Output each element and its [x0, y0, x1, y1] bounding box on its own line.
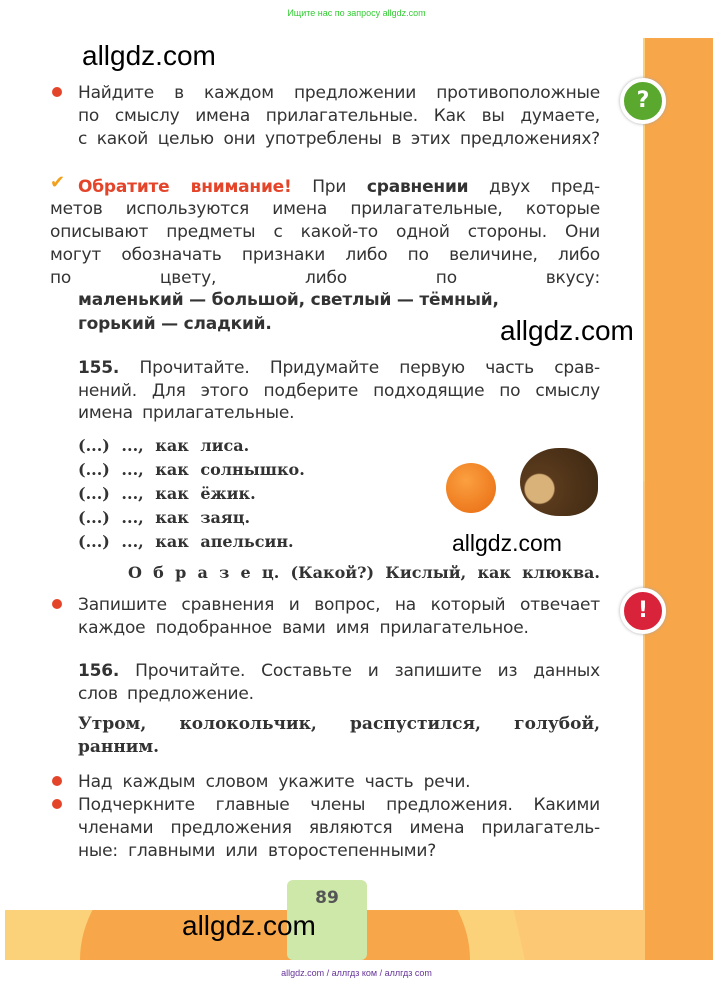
text-line: по смыслу имена прилагательные. Как вы думаете, [78, 106, 600, 126]
text-line: ные: главными или второстепенными? [78, 841, 437, 861]
watermark: allgdz.com [82, 40, 216, 71]
exercise-155-line: нений. Для этого подберите подходящие по смыслу [78, 381, 600, 401]
bullet-icon [52, 87, 62, 97]
exercise-156-line: слов предложение. [78, 684, 254, 704]
text-line: Запишите сравнения и вопрос, на который отвечает [78, 595, 600, 615]
text-line: с какой целью они употреблены в этих предложениях? [78, 129, 600, 149]
example-line: маленький — большой, светлый — тёмный, [78, 290, 499, 310]
bottom-banner: allgdz.com / аллгдз ком / аллгдз com [281, 968, 432, 978]
bullet-icon [52, 799, 62, 809]
text-line: Подчеркните главные члены предложения. Какими [78, 795, 600, 815]
comparison-item: (...) ..., как лиса. [78, 436, 250, 455]
words-line: Утром, колокольчик, распустился, голубой, [78, 714, 600, 734]
check-icon: ✔ [50, 172, 66, 193]
words-line: ранним. [78, 737, 160, 757]
note-line: по цвету, либо по вкусу: [50, 268, 600, 288]
watermark: allgdz.com [452, 530, 562, 556]
comparison-item: (...) ..., как ёжик. [78, 484, 256, 503]
question-icon: ? [620, 78, 666, 124]
note-line: Обратите внимание! При сравнении двух пред- [78, 177, 600, 197]
comparison-item: (...) ..., как апельсин. [78, 532, 294, 551]
example-line: горький — сладкий. [78, 314, 272, 334]
note-line: могут обозначать признаки либо по величине, либо [50, 245, 600, 265]
page-number: 89 [287, 880, 367, 960]
exercise-155-line: 155. Прочитайте. Придумайте первую часть срав- [78, 358, 600, 378]
attention-icon: ! [620, 588, 666, 634]
text-line: Найдите в каждом предложении противоположные [78, 83, 600, 103]
comparison-item: (...) ..., как заяц. [78, 508, 251, 527]
exercise-156-line: 156. Прочитайте. Составьте и запишите из данных [78, 661, 600, 681]
bullet-icon [52, 776, 62, 786]
note-line: метов используются имена прилагательные, которые [50, 199, 600, 219]
exercise-155-line: имена прилагательные. [78, 403, 295, 423]
text-line: членами предложения являются имена прилагатель- [78, 818, 600, 838]
orange-image [446, 463, 496, 513]
bullet-icon [52, 599, 62, 609]
text-line: каждое подобранное вами имя прилагательное. [78, 618, 529, 638]
watermark: allgdz.com [182, 910, 316, 941]
sample-line: О б р а з е ц. (Какой?) Кислый, как клюква. [128, 563, 600, 582]
watermark: allgdz.com [500, 315, 634, 346]
comparison-item: (...) ..., как солнышко. [78, 460, 305, 479]
hedgehog-image [520, 448, 598, 516]
text-line: Над каждым словом укажите часть речи. [78, 772, 471, 792]
note-line: описывают предметы с какой-то одной стороны. Они [50, 222, 600, 242]
top-banner: Ищите нас по запросу allgdz.com [287, 8, 426, 18]
